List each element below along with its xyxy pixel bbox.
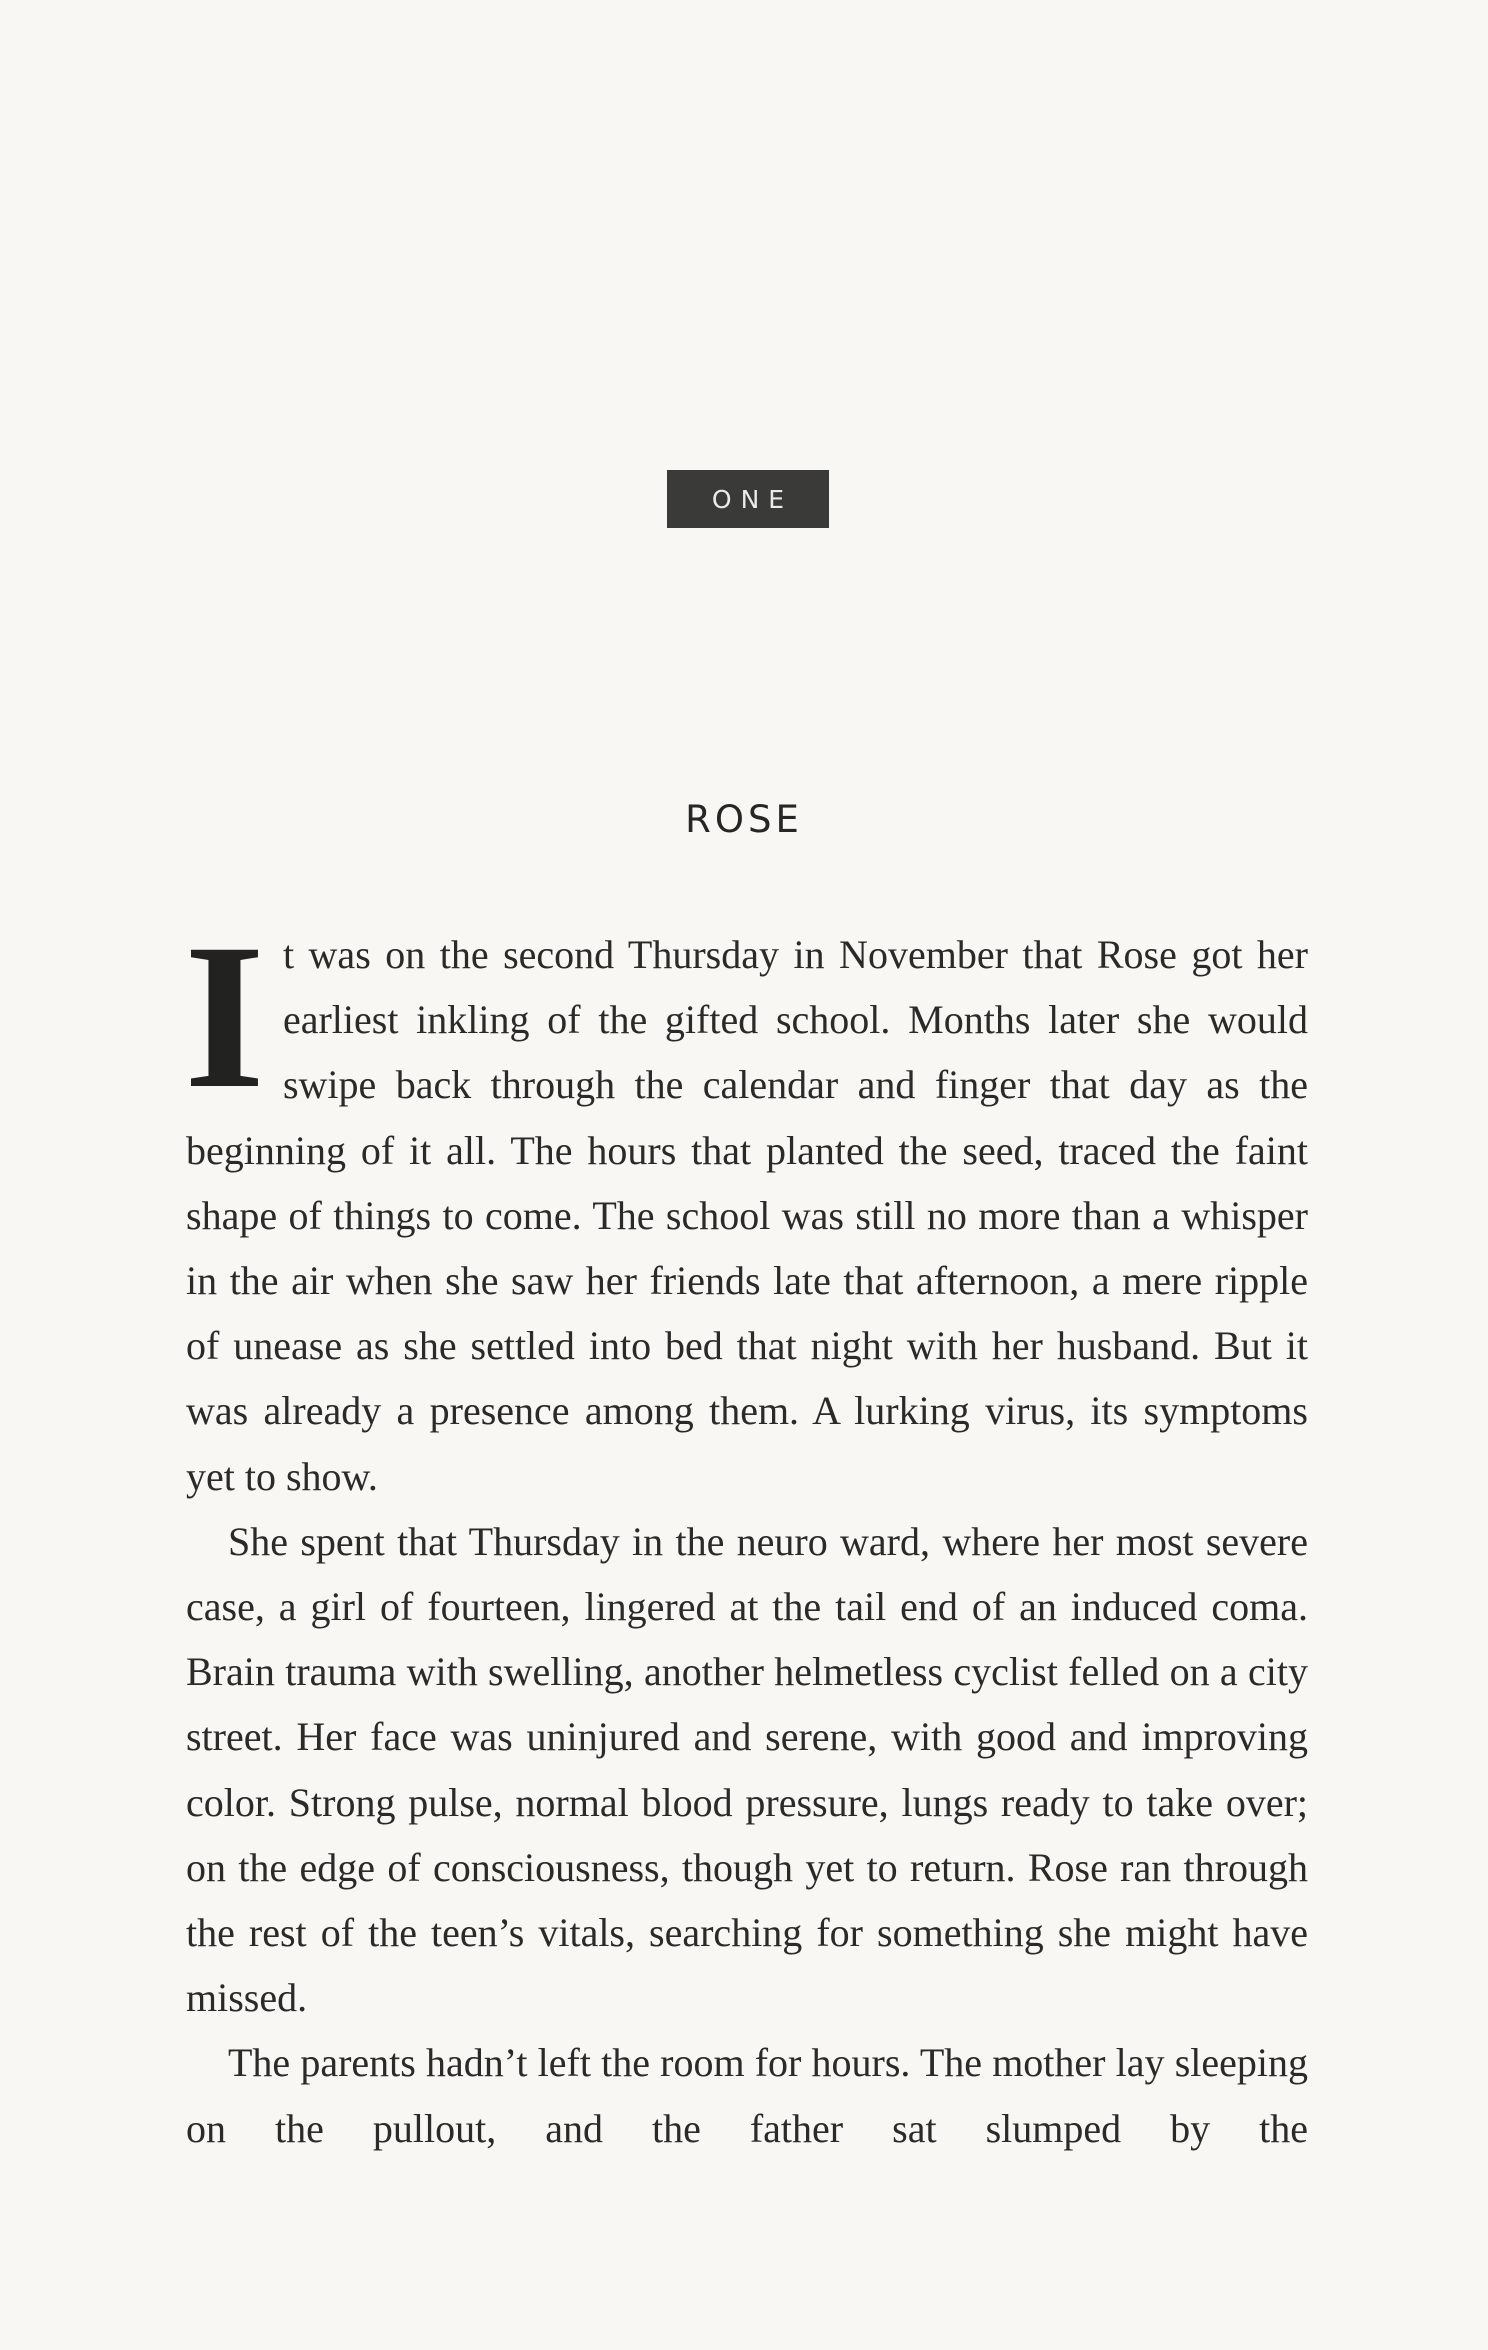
- chapter-number-label: ONE: [667, 470, 829, 528]
- paragraph-1: [184, 901, 1308, 1509]
- chapter-title: ROSE: [685, 798, 803, 841]
- drop-cap: I: [184, 901, 265, 1131]
- chapter-body: [184, 901, 1308, 2161]
- paragraph-3: The parents hadn’t left the room for hours. The mother lay sleeping on the pullout, and the father sat slumped by the: [186, 2040, 1308, 2151]
- paragraph-2: She spent that Thursday in the neuro ward, where her most severe case, a girl of fourteen, lingered at the tail end of an induced coma. Brain trauma with swelling, another helmetless cyclist felled on a city street. Her face was uninjured and serene, with good and improving color. Strong pulse, normal blood pressure, lungs ready to take over; on the edge of consciousness, though yet to return. Rose ran through the rest of the teen’s vitals, searching for something she might have missed.: [186, 1518, 1308, 2021]
- paragraph-1-text: t was on the second Thursday in November that Rose got her earliest inkling of the gifted school. Months later she would swipe back through the calendar and finger that day as the beginning of it all. The hours that planted the seed, traced the faint shape of things to come. The school was still no more than a whisper in the air when she saw her friends late that afternoon, a mere ripple of unease as she settled into bed that night with her husband. But it was already a presence among them. A lurking virus, its symptoms yet to show.: [186, 932, 1308, 1499]
